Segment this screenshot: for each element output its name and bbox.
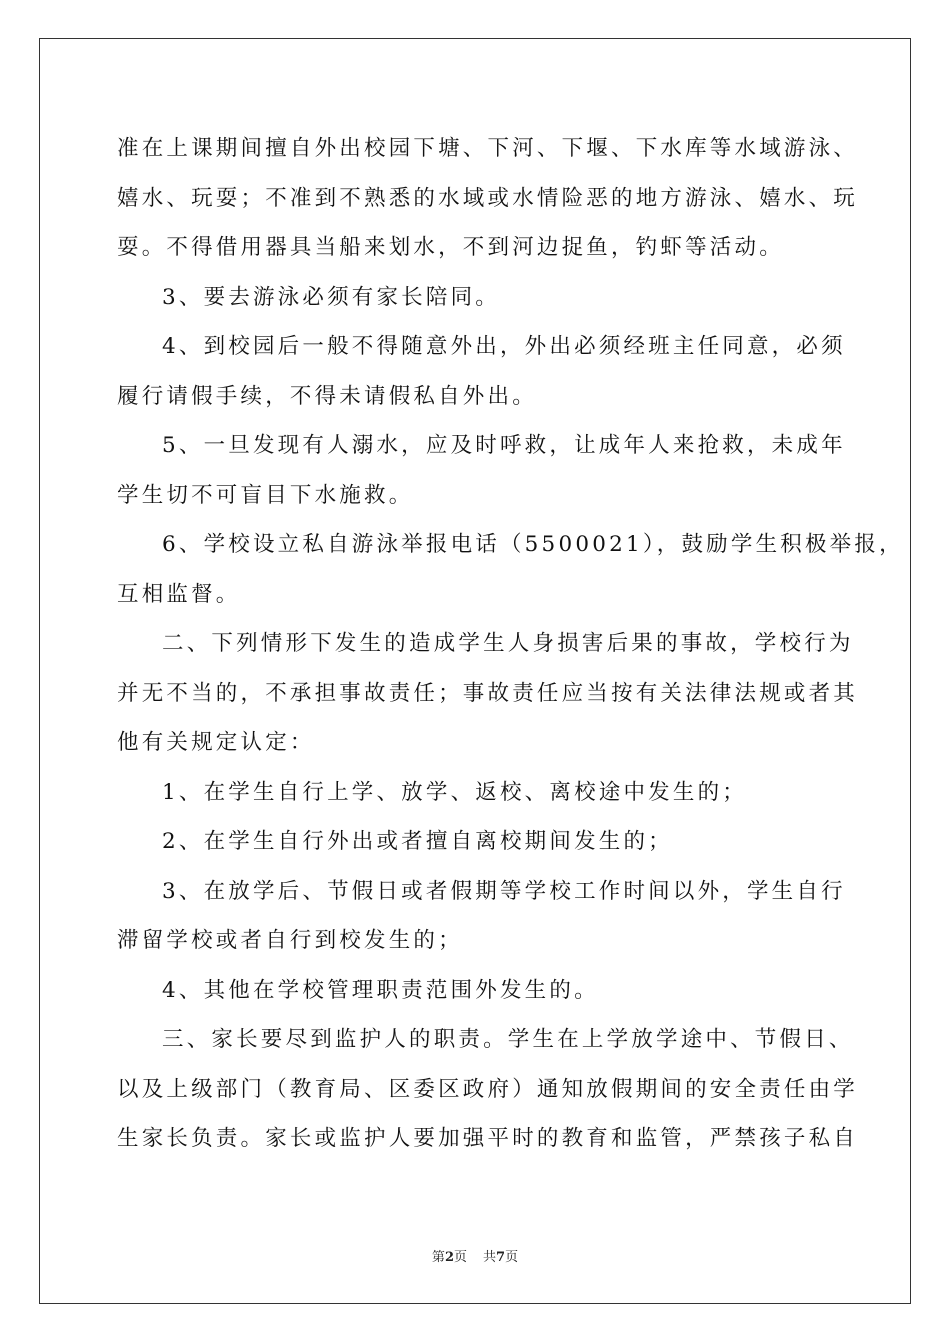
text-line: 互相监督。 <box>117 581 241 607</box>
text-line: 4、其他在学校管理职责范围外发生的。 <box>162 977 599 1003</box>
text-line: 3、要去游泳必须有家长陪同。 <box>162 284 500 310</box>
total-suffix: 页 <box>505 1250 519 1265</box>
text-line: 以及上级部门（教育局、区委区政府）通知放假期间的安全责任由学 <box>117 1076 859 1102</box>
text-line: 履行请假手续，不得未请假私自外出。 <box>117 383 537 409</box>
text-line: 三、家长要尽到监护人的职责。学生在上学放学途中、节假日、 <box>162 1027 854 1052</box>
text-line: 6、学校设立私自游泳举报电话（5500021），鼓励学生积极举报， <box>162 532 904 557</box>
text-line: 生家长负责。家长或监护人要加强平时的教育和监管，严禁孩子私自 <box>117 1126 859 1151</box>
text-line: 他有关规定认定： <box>117 730 315 755</box>
document-body <box>117 124 904 1164</box>
text-line: 滞留学校或者自行到校发生的； <box>117 928 463 953</box>
page-number: 2 <box>444 1250 454 1265</box>
text-line: 并无不当的，不承担事故责任；事故责任应当按有关法律法规或者其 <box>117 680 859 706</box>
page-prefix: 第 <box>431 1250 445 1265</box>
text-line: 二、下列情形下发生的造成学生人身损害后果的事故，学校行为 <box>162 631 854 656</box>
page-footer <box>0 1246 950 1265</box>
total-prefix: 共 <box>483 1250 497 1265</box>
text-line: 3、在放学后、节假日或者假期等学校工作时间以外，学生自行 <box>162 878 846 904</box>
text-line: 学生切不可盲目下水施救。 <box>117 482 414 508</box>
text-line: 4、到校园后一般不得随意外出，外出必须经班主任同意，必须 <box>162 334 846 359</box>
text-line: 耍。不得借用器具当船来划水，不到河边捉鱼，钓虾等活动。 <box>117 235 784 260</box>
text-line: 2、在学生自行外出或者擅自离校期间发生的； <box>162 829 673 854</box>
text-line: 5、一旦发现有人溺水，应及时呼救，让成年人来抢救，未成年 <box>162 433 846 458</box>
text-line: 1、在学生自行上学、放学、返校、离校途中发生的； <box>162 779 747 805</box>
text-line: 嬉水、玩耍；不准到不熟悉的水域或水情险恶的地方游泳、嬉水、玩 <box>117 185 859 211</box>
total-pages: 7 <box>496 1250 506 1265</box>
page-suffix: 页 <box>453 1250 467 1265</box>
text-line: 准在上课期间擅自外出校园下塘、下河、下堰、下水库等水域游泳、 <box>117 136 859 161</box>
